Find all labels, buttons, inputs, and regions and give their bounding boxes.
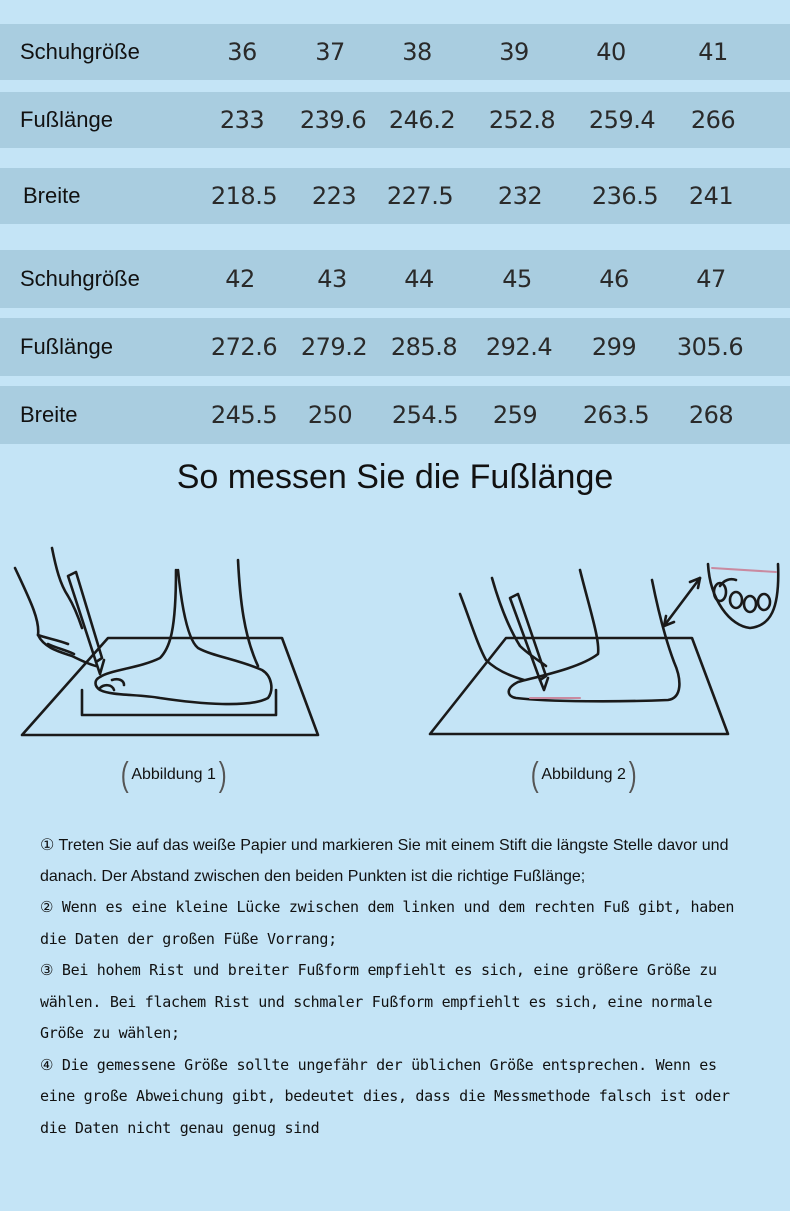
row-label: Schuhgröße xyxy=(20,39,140,64)
figure-caption-1 xyxy=(118,758,229,792)
table-cell: 268 xyxy=(688,401,734,429)
table-cell: 47 xyxy=(696,265,726,293)
paren-open: ( xyxy=(530,756,539,794)
table-cell: 232 xyxy=(497,182,543,210)
table-cell: 292.4 xyxy=(485,333,553,361)
table-cell: 227.5 xyxy=(386,182,454,210)
table-cell: 254.5 xyxy=(391,401,459,429)
caption-text: Abbildung 2 xyxy=(541,766,626,783)
table-cell: 285.8 xyxy=(390,333,458,361)
table-cell: 239.6 xyxy=(299,106,367,134)
table-row xyxy=(0,250,790,308)
note-2: ② Wenn es eine kleine Lücke zwischen dem linken und dem rechten Fuß gibt, haben die Daten der großen Füße Vorrang; xyxy=(40,898,735,948)
table-cell: 42 xyxy=(225,265,255,293)
table-cell: 223 xyxy=(311,182,357,210)
foot-measure-illustration-1 xyxy=(0,540,330,750)
table-cell: 259.4 xyxy=(588,106,656,134)
row-label: Fußlänge xyxy=(20,107,113,132)
note-3: ③ Bei hohem Rist und breiter Fußform empfiehlt es sich, eine größere Größe zu wählen. Bei flachem Rist und schmaler Fußform empfiehlt es sich, eine normale Größe zu wählen; xyxy=(40,961,717,1042)
foot-measure-illustration-2 xyxy=(420,550,790,750)
measurement-notes xyxy=(40,830,760,1144)
table-cell: 37 xyxy=(315,38,345,66)
row-label: Fußlänge xyxy=(20,334,113,359)
table-row xyxy=(0,318,790,376)
note-1: ① Treten Sie auf das weiße Papier und markieren Sie mit einem Stift die längste Stelle davor und danach. Der Abstand zwischen den beiden Punkten ist die richtige Fußlänge; xyxy=(40,837,729,885)
table-cell: 272.6 xyxy=(210,333,278,361)
table-cell: 36 xyxy=(227,38,257,66)
table-cell: 39 xyxy=(499,38,529,66)
table-cell: 46 xyxy=(599,265,629,293)
table-cell: 279.2 xyxy=(300,333,368,361)
table-cell: 40 xyxy=(596,38,626,66)
figure-caption-2 xyxy=(528,758,639,792)
table-cell: 236.5 xyxy=(591,182,659,210)
table-cell: 44 xyxy=(404,265,434,293)
table-cell: 41 xyxy=(698,38,728,66)
table-row xyxy=(0,24,790,80)
paren-close: ) xyxy=(628,756,637,794)
paren-open: ( xyxy=(120,756,129,794)
table-cell: 233 xyxy=(219,106,265,134)
table-cell: 43 xyxy=(317,265,347,293)
table-cell: 38 xyxy=(402,38,432,66)
paren-close: ) xyxy=(218,756,227,794)
caption-text: Abbildung 1 xyxy=(131,766,216,783)
table-cell: 305.6 xyxy=(676,333,744,361)
note-4: ④ Die gemessene Größe sollte ungefähr der üblichen Größe entsprechen. Wenn es eine große Abweichung gibt, bedeutet dies, dass die Messmethode falsch ist oder die Daten nicht genau genug sind xyxy=(40,1055,730,1137)
table-row xyxy=(0,386,790,444)
row-label: Schuhgröße xyxy=(20,266,140,291)
table-cell: 263.5 xyxy=(582,401,650,429)
table-cell: 266 xyxy=(690,106,736,134)
table-row xyxy=(0,92,790,148)
table-cell: 299 xyxy=(591,333,637,361)
table-cell: 246.2 xyxy=(388,106,456,134)
row-label: Breite xyxy=(20,402,78,427)
table-cell: 218.5 xyxy=(210,182,278,210)
row-label: Breite xyxy=(23,183,81,208)
table-cell: 250 xyxy=(307,401,353,429)
table-cell: 245.5 xyxy=(210,401,278,429)
table-cell: 241 xyxy=(688,182,734,210)
table-row xyxy=(0,168,790,224)
table-cell: 252.8 xyxy=(488,106,556,134)
table-cell: 259 xyxy=(492,401,538,429)
page-title: So messen Sie die Fußlänge xyxy=(176,458,614,496)
table-cell: 45 xyxy=(502,265,532,293)
